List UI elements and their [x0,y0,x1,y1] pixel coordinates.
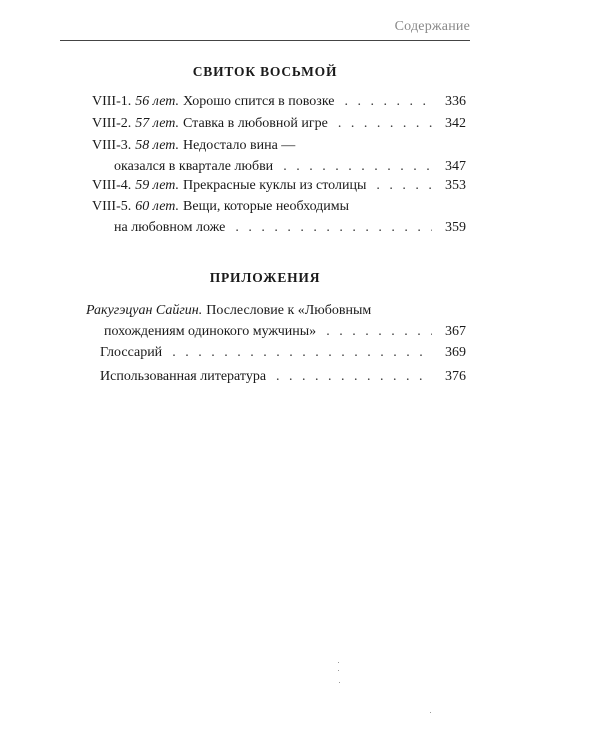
dot-leader [235,217,432,238]
toc-entry[interactable] [86,300,466,342]
entry-title-continuation: оказался в квартале любви [114,159,274,174]
dot-leader [345,91,433,112]
scan-speck [338,662,339,663]
running-head-text: Содержание [394,19,470,34]
entry-age: 57 лет. [135,116,180,131]
toc-entry[interactable] [100,342,466,363]
entry-age: 56 лет. [135,94,180,109]
entry-title: Вещи, которые необходимы [183,199,350,214]
entry-number: VIII-4. [92,178,132,193]
toc-entry[interactable] [92,175,466,196]
scan-speck [430,712,431,713]
toc-entry[interactable] [92,135,466,177]
entry-title-continuation: на любовном ложе [114,220,226,235]
dot-leader [283,156,432,177]
dot-leader [276,366,432,387]
dot-leader [376,175,432,196]
running-head [60,14,470,41]
dot-leader [338,113,432,134]
entry-number: VIII-3. [92,138,132,153]
entry-title-continuation: похождениям одинокого мужчины» [104,324,317,339]
entry-number: VIII-1. [92,94,132,109]
page-number: 336 [445,94,466,109]
entry-author: Ракугэцуан Сайгин. [86,303,203,318]
entry-title: Глоссарий [100,345,163,360]
page-number: 369 [445,345,466,360]
entry-age: 60 лет. [135,199,180,214]
scan-speck [339,682,340,683]
page-number: 347 [445,159,466,174]
section-title-appendices: ПРИЛОЖЕНИЯ [209,270,321,285]
toc-entry[interactable] [92,196,466,238]
entry-number: VIII-5. [92,199,132,214]
page-number: 342 [445,116,466,131]
page-number: 353 [445,178,466,193]
entry-title: Недостало вина — [183,138,296,153]
toc-entry[interactable] [100,366,466,387]
section-title-scroll-eight: СВИТОК ВОСЬМОЙ [192,64,338,79]
entry-title: Ставка в любовной игре [183,116,328,131]
scan-speck [338,670,339,671]
toc-entry[interactable] [92,113,466,134]
page-number: 359 [445,220,466,235]
dot-leader [326,321,432,342]
entry-age: 58 лет. [135,138,180,153]
entry-title: Прекрасные куклы из столицы [183,178,367,193]
page-number: 367 [445,324,466,339]
entry-age: 59 лет. [135,178,180,193]
entry-number: VIII-2. [92,116,132,131]
page-number: 376 [445,369,466,384]
dot-leader [172,342,432,363]
entry-title: Хорошо спится в повозке [183,94,335,109]
toc-entry[interactable] [92,91,466,112]
entry-title: Использованная литература [100,369,267,384]
entry-title: Послесловие к «Любовным [206,303,372,318]
